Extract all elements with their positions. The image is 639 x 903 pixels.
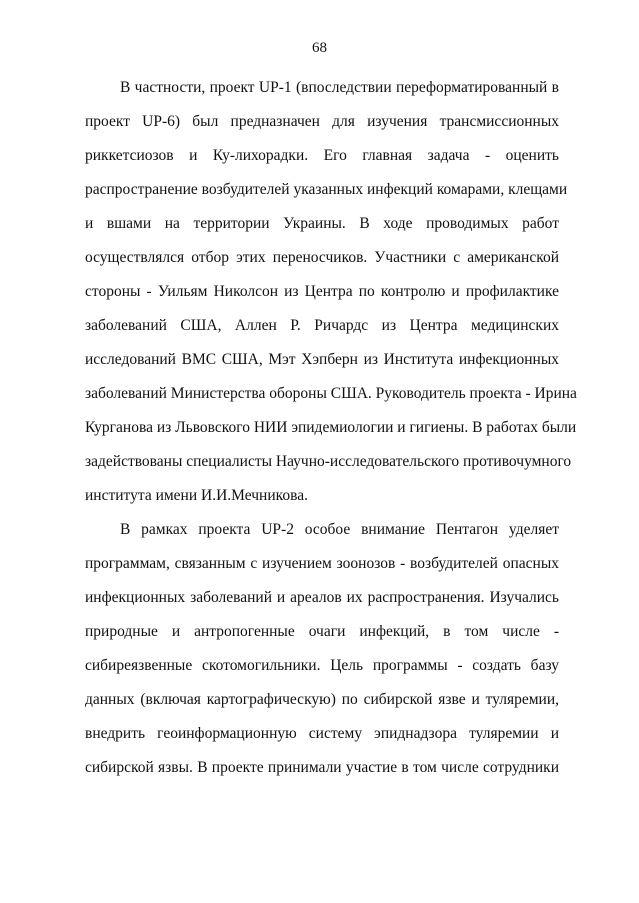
paragraph-line: природные и антропогенные очаги инфекций, в том числе - — [85, 623, 559, 640]
paragraph-line: данных (включая картографическую) по сибирской язве и туляремии, — [85, 691, 559, 708]
paragraph-line: В частности, проект UP-1 (впоследствии переформатированный в — [120, 79, 559, 96]
paragraph-line: сибирской язвы. В проекте принимали участие в том числе сотрудники — [85, 759, 559, 776]
paragraph-line: сибиреязвенные скотомогильники. Цель программы - создать базу — [85, 657, 559, 674]
paragraph-line: стороны - Уильям Николсон из Центра по контролю и профилактике — [85, 283, 559, 300]
paragraph-line: внедрить геоинформационную систему эпиднадзора туляремии и — [85, 725, 559, 742]
paragraph-line: программам, связанным с изучением зоонозов - возбудителей опасных — [85, 555, 559, 572]
paragraph-line: В рамках проекта UP-2 особое внимание Пентагон уделяет — [120, 521, 559, 538]
paragraph-line: инфекционных заболеваний и ареалов их распространения. Изучались — [85, 589, 559, 606]
paragraph-line: заболеваний США, Аллен Р. Ричардс из Центра медицинских — [85, 317, 559, 334]
paragraph-line: заболеваний Министерства обороны США. Руководитель проекта - Ирина — [85, 385, 577, 402]
paragraph-line: осуществлялся отбор этих переносчиков. Участники с американской — [85, 249, 559, 266]
page-number: 68 — [312, 40, 327, 56]
paragraph-line: задействованы специалисты Научно-исследовательского противочумного — [85, 453, 572, 470]
paragraph-line: и вшами на территории Украины. В ходе проводимых работ — [85, 215, 559, 232]
paragraph-line: института имени И.И.Мечникова. — [85, 487, 308, 504]
paragraph-line: Курганова из Львовского НИИ эпидемиологии и гигиены. В работах были — [85, 419, 577, 436]
paragraph-line: исследований ВМС США, Мэт Хэпберн из Института инфекционных — [85, 351, 559, 368]
paragraph-line: проект UP-6) был предназначен для изучения трансмиссионных — [85, 113, 559, 130]
paragraph-line: риккетсиозов и Ку-лихорадки. Его главная задача - оценить — [85, 147, 559, 164]
paragraph-line: распространение возбудителей указанных инфекций комарами, клещами — [85, 181, 568, 198]
